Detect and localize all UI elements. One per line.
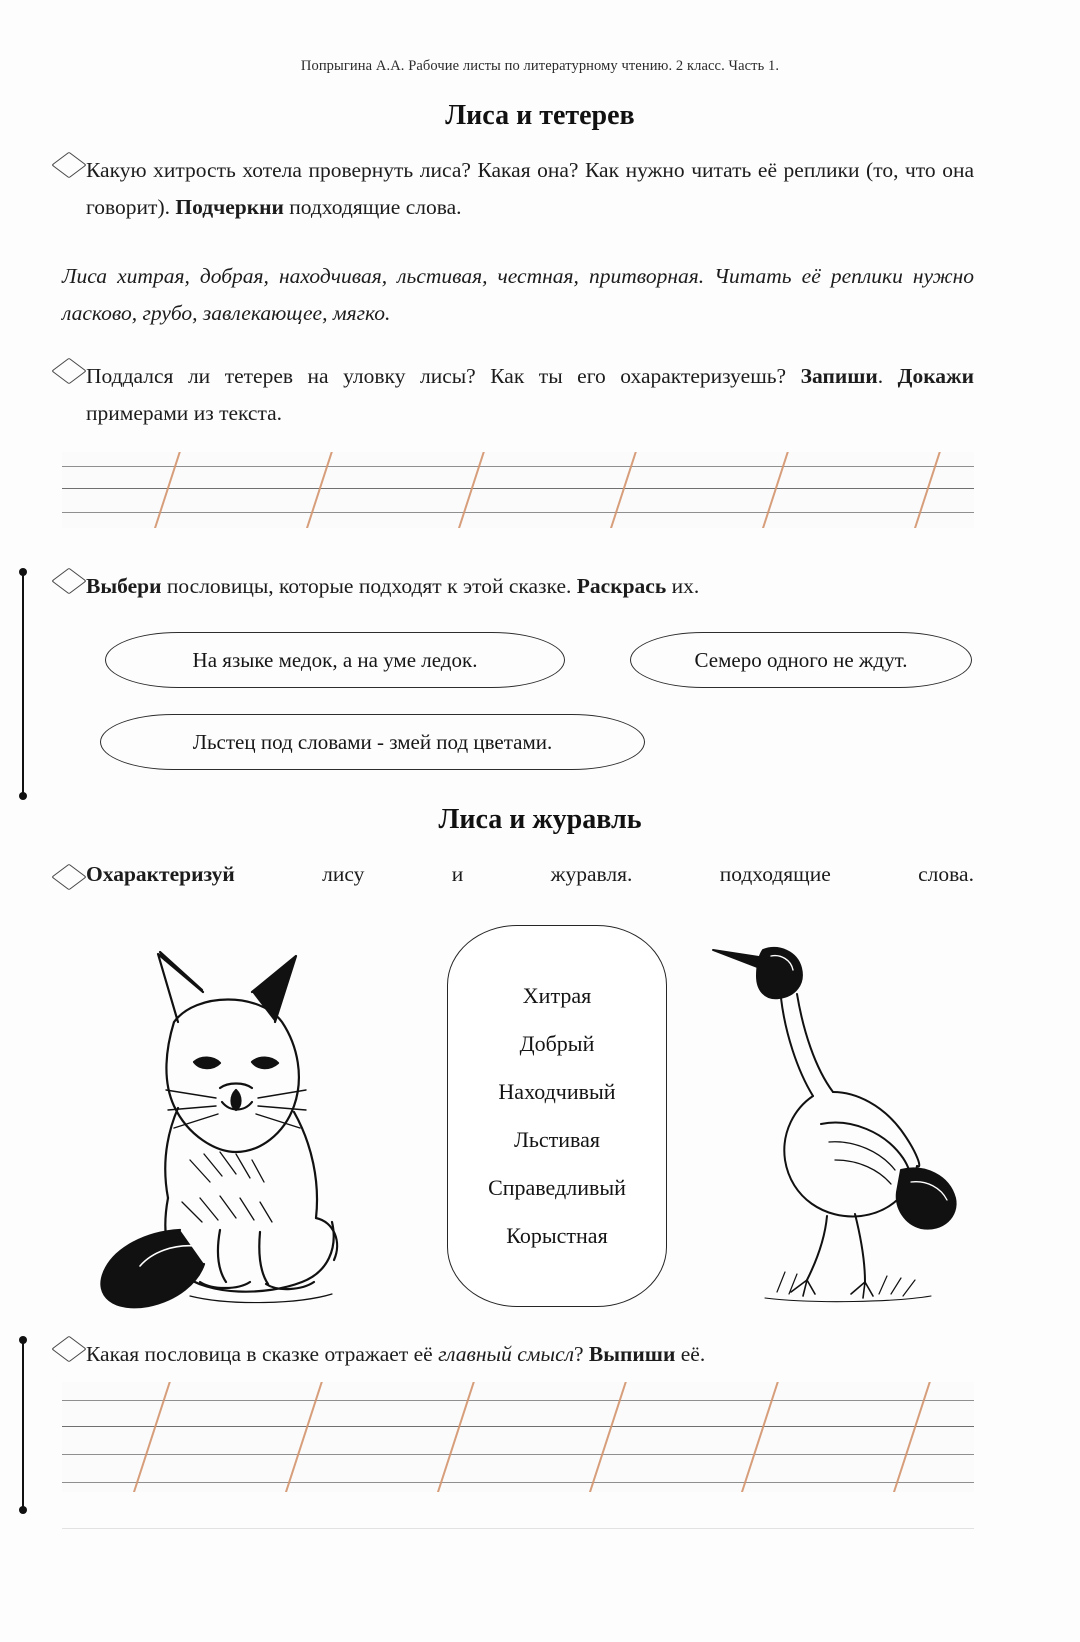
crane-illustration <box>705 920 975 1310</box>
question-1-word-choices[interactable]: Лиса хитрая, добрая, находчивая, льстивая, честная, притворная. Читать её реплики нужно ласково, грубо, завлекающее, мягко. <box>62 264 974 325</box>
characterize-bold-label: Охарактеризуй <box>86 862 235 886</box>
word-option-2[interactable]: Добрый <box>519 1031 595 1056</box>
question-3-text <box>62 568 974 605</box>
slant-guide <box>151 452 184 528</box>
slant-guide <box>607 452 640 528</box>
rule-line <box>62 1400 974 1401</box>
section-title-fox-and-crane: Лиса и журавль <box>438 804 642 835</box>
characterize-word-crane: журавля. <box>550 862 633 886</box>
slant-guide <box>588 1382 630 1492</box>
question-3-bold-choose: Выбери <box>86 574 162 598</box>
slant-guide <box>455 452 488 528</box>
characterize-word-words: слова. <box>918 862 974 886</box>
bracket-dot-icon <box>19 792 27 800</box>
question-2 <box>62 358 974 432</box>
question-1-bold-underline: Подчеркни <box>175 194 284 219</box>
slant-guide <box>740 1382 782 1492</box>
question-1-text <box>62 152 974 226</box>
question-2-bold-write: Запиши <box>800 364 878 388</box>
question-2-part1: Поддался ли тетерев на уловку лисы? Как ты его охарактеризуешь? <box>86 364 801 388</box>
margin-bracket-upper <box>22 572 24 796</box>
section-title-fox-and-grouse: Лиса и тетерев <box>445 100 635 131</box>
bracket-dot-icon <box>19 1336 27 1344</box>
word-option-6[interactable]: Корыстная <box>506 1223 608 1248</box>
rule-line <box>62 488 974 489</box>
proverb-option-1[interactable]: На языке медок, а на уме ледок. <box>105 632 565 688</box>
proverb-option-2[interactable]: Семеро одного не ждут. <box>630 632 972 688</box>
characterize-word-suitable: подходящие <box>719 862 831 886</box>
proverb-option-3[interactable]: Льстец под словами - змей под цветами. <box>100 714 645 770</box>
bracket-dot-icon <box>19 1506 27 1514</box>
slant-guide <box>132 1382 174 1492</box>
word-option-4[interactable]: Льстивая <box>513 1127 601 1152</box>
question-3 <box>62 568 974 605</box>
characterize-word-fox: лису <box>322 862 365 886</box>
question-3-part2: их. <box>666 574 700 598</box>
word-choice-capsule[interactable] <box>447 925 667 1307</box>
rule-line <box>62 512 974 513</box>
question-2-bold-prove: Докажи <box>897 364 975 388</box>
slant-guide <box>892 1382 934 1492</box>
question-4-part2: ? <box>573 1342 589 1366</box>
characterize-word-and: и <box>451 862 464 886</box>
question-4-part1: Какая пословица в сказке отражает её <box>86 1342 439 1366</box>
question-1-part1: Какую хитрость хотела провернуть лиса? Какая она? Как нужно читать её реплики (то, что она говорит). <box>86 158 974 219</box>
question-3-bold-color: Раскрась <box>576 574 667 598</box>
question-4 <box>62 1336 974 1373</box>
slant-guide <box>911 452 944 528</box>
fox-illustration <box>70 930 410 1320</box>
question-4-bold-writeout: Выпиши <box>588 1342 676 1366</box>
answer-lines-question-2[interactable] <box>62 452 974 528</box>
answer-lines-question-4[interactable] <box>62 1382 974 1492</box>
question-4-text <box>62 1336 974 1373</box>
characterize-instruction <box>62 862 974 887</box>
slant-guide <box>284 1382 326 1492</box>
slant-guide <box>436 1382 478 1492</box>
diamond-bullet-icon[interactable] <box>51 864 86 891</box>
question-1 <box>62 152 974 226</box>
rule-line <box>62 1426 974 1427</box>
question-3-part1: пословицы, которые подходят к этой сказке. <box>161 574 577 598</box>
word-option-3[interactable]: Находчивый <box>498 1079 616 1104</box>
slant-guide <box>759 452 792 528</box>
source-credit-line: Попрыгина А.А. Рабочие листы по литературному чтению. 2 класс. Часть 1. <box>300 58 780 74</box>
rule-line <box>62 466 974 467</box>
bracket-dot-icon <box>19 568 27 576</box>
word-option-5[interactable]: Справедливый <box>488 1175 626 1200</box>
slant-guide <box>303 452 336 528</box>
rule-line <box>62 1482 974 1483</box>
question-4-part3: её. <box>675 1342 706 1366</box>
question-2-part3: примерами из текста. <box>86 400 283 425</box>
question-2-text <box>62 358 974 432</box>
word-option-1[interactable]: Хитрая <box>522 983 592 1008</box>
margin-bracket-lower <box>22 1340 24 1510</box>
rule-line <box>62 1454 974 1455</box>
question-2-part2: . <box>877 364 898 388</box>
question-1-part2: подходящие слова. <box>283 194 462 219</box>
question-4-italic: главный смысл <box>438 1342 574 1366</box>
footer-divider <box>62 1528 974 1529</box>
